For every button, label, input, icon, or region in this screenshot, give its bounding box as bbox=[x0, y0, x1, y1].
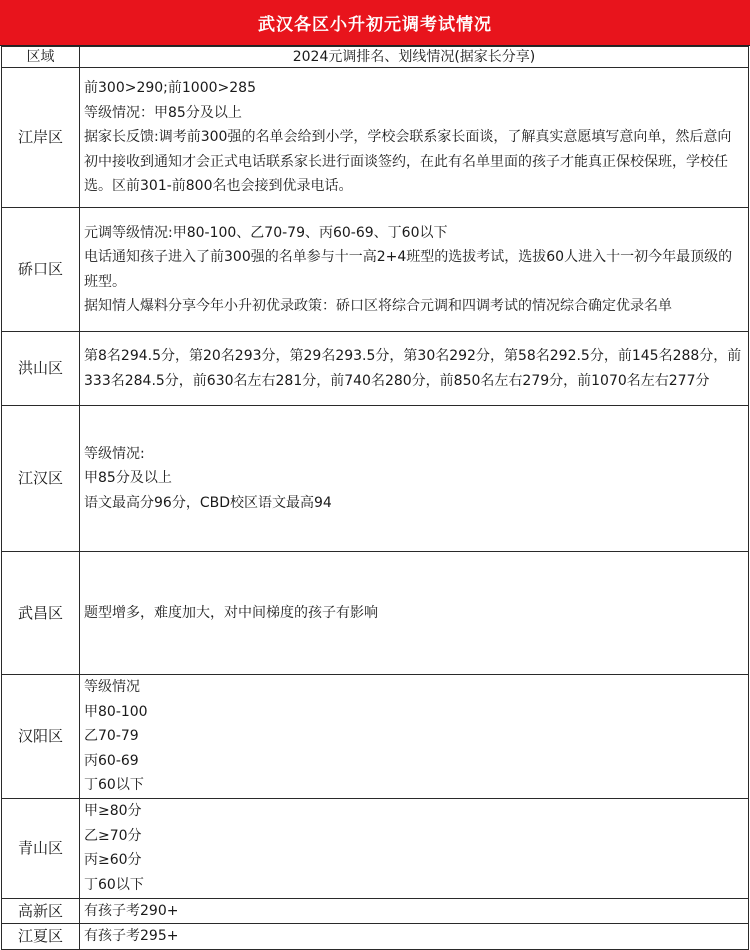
content-line: 有孩子考290+ bbox=[84, 902, 179, 919]
content-line: 等级情况: bbox=[84, 445, 145, 462]
region-cell: 武昌区 bbox=[2, 552, 80, 675]
content-line: 有孩子考295+ bbox=[84, 928, 179, 944]
content-line: 等级情况 bbox=[84, 679, 140, 695]
content-line: 丙≥60分 bbox=[84, 852, 142, 868]
region-cell: 江汉区 bbox=[2, 406, 80, 552]
content-line: 甲85分及以上 bbox=[84, 470, 172, 487]
content-cell bbox=[80, 552, 749, 675]
table-row bbox=[2, 406, 749, 552]
content-cell bbox=[80, 924, 749, 950]
content-line: 据知情人爆料分享今年小升初优录政策：硚口区将综合元调和四调考试的情况综合确定优录名单 bbox=[84, 298, 672, 314]
region-cell: 洪山区 bbox=[2, 332, 80, 406]
content-line: 元调等级情况:甲80-100、乙70-79、丙60-69、丁60以下 bbox=[84, 224, 448, 241]
table-row bbox=[2, 924, 749, 950]
table-row bbox=[2, 898, 749, 924]
content-line: 甲≥80分 bbox=[84, 803, 142, 819]
content-line: 丁60以下 bbox=[84, 777, 144, 793]
region-cell: 汉阳区 bbox=[2, 675, 80, 799]
content-line: 丙60-69 bbox=[84, 752, 139, 769]
content-line: 甲80-100 bbox=[84, 703, 148, 720]
content-line: 第8名294.5分，第20名293分，第29名293.5分，第30名292分，第58名292.5分，前145名288分，前333名284.5分，前630名左右281分，前740名280分，前850名左右279分，前1070名左右277分 bbox=[84, 348, 742, 389]
content-line: 乙≥70分 bbox=[84, 827, 142, 844]
region-cell: 青山区 bbox=[2, 798, 80, 898]
table-row bbox=[2, 332, 749, 406]
content-cell bbox=[80, 406, 749, 552]
content-line: 题型增多，难度加大，对中间梯度的孩子有影响 bbox=[84, 604, 378, 621]
content-cell bbox=[80, 675, 749, 799]
content-cell bbox=[80, 898, 749, 924]
content-line: 丁60以下 bbox=[84, 876, 144, 893]
region-cell: 高新区 bbox=[2, 898, 80, 924]
table-row bbox=[2, 68, 749, 208]
region-cell: 硚口区 bbox=[2, 208, 80, 332]
content-cell bbox=[80, 332, 749, 406]
header-region: 区域 bbox=[2, 47, 80, 68]
content-line: 电话通知孩子进入了前300强的名单参与十一高2+4班型的选拔考试，选拔60人进入十一初今年最顶级的班型。 bbox=[84, 249, 733, 290]
content-line: 前300>290;前1000>285 bbox=[84, 80, 256, 97]
content-line: 语文最高分96分，CBD校区语文最高94 bbox=[84, 494, 332, 511]
content-cell bbox=[80, 208, 749, 332]
table-row bbox=[2, 552, 749, 675]
region-cell: 江夏区 bbox=[2, 924, 80, 950]
table-row bbox=[2, 675, 749, 799]
content-line: 据家长反馈:调考前300强的名单会给到小学，学校会联系家长面谈，了解真实意愿填写意向单，然后意向初中接收到通知才会正式电话联系家长进行面谈签约，在此有名单里面的孩子才能真正保校保班，学校任选。区前301-前800名也会接到优录电话。 bbox=[84, 129, 732, 195]
table-row bbox=[2, 208, 749, 332]
table-header-row bbox=[2, 47, 749, 68]
content-cell bbox=[80, 798, 749, 898]
header-content: 2024元调排名、划线情况(据家长分享) bbox=[80, 47, 749, 68]
table-row bbox=[2, 798, 749, 898]
content-line: 等级情况：甲85分及以上 bbox=[84, 104, 242, 121]
region-cell: 江岸区 bbox=[2, 68, 80, 208]
page-title: 武汉各区小升初元调考试情况 bbox=[0, 0, 750, 46]
content-line: 乙70-79 bbox=[84, 728, 139, 744]
results-table bbox=[1, 46, 749, 950]
content-cell bbox=[80, 68, 749, 208]
